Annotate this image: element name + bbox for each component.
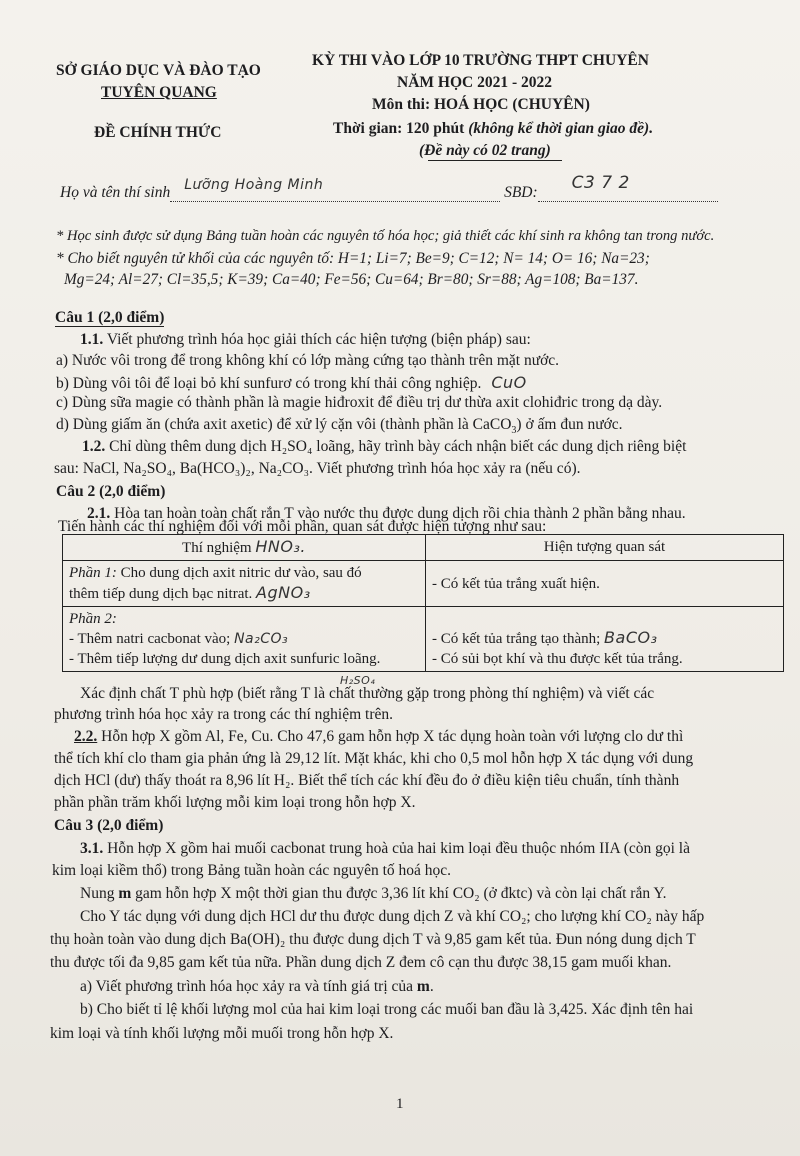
experiment-table — [62, 534, 784, 672]
col-observation-header: Hiện tượng quan sát — [426, 535, 784, 561]
pages-note: (Đề này có 02 trang) — [419, 142, 551, 159]
col-experiment-label: Thí nghiệm — [182, 540, 252, 556]
official-label: ĐỀ CHÍNH THỨC — [94, 124, 222, 141]
time-line — [333, 120, 653, 138]
q1-2-label: 1.2. — [82, 438, 106, 455]
note-atomic-mass-1: * Cho biết nguyên tử khối của các nguyên tố: H=1; Li=7; Be=9; C=12; N= 14; O= 16; Na=23; — [56, 250, 650, 267]
note-periodic-table: * Học sinh được sử dụng Bảng tuần hoàn các nguyên tố hóa học; giả thiết các khí sinh ra không tan trong nước. — [56, 228, 715, 244]
row-2-result-2: - Có sủi bọt khí và thu được kết tủa trắng. — [432, 651, 683, 667]
table-row — [63, 607, 784, 672]
row-1-line-1: Cho dung dịch axit nitric dư vào, sau đó — [116, 565, 362, 581]
question-3-title: Câu 3 (2,0 điểm) — [54, 817, 164, 834]
q1-1-label: 1.1. — [80, 331, 104, 348]
candidate-line — [60, 173, 718, 202]
row-2-line-1: - Thêm natri cacbonat vào; — [69, 631, 231, 647]
table-row — [63, 561, 784, 607]
q1-item-b — [56, 373, 527, 393]
note-atomic-mass-2: Mg=24; Al=27; Cl=35,5; K=39; Ca=40; Fe=56; Cu=64; Br=80; Sr=88; Ag=108; Ba=137. — [64, 271, 639, 288]
q2-part-1-line-2: Tiến hành các thí nghiệm đối với mỗi phần, quan sát được hiện tượng như sau: — [58, 518, 547, 535]
question-1-title: Câu 1 (2,0 điểm) — [55, 309, 165, 326]
q1-d-pre: d) Dùng giấm ăn (chứa axit axetic) để xử lý cặn vôi (thành phần là CaCO — [56, 416, 512, 433]
q2-2-label: 2.2. — [74, 728, 98, 745]
row-1-observation: - Có kết tủa trắng xuất hiện. — [426, 561, 784, 607]
q3-para-2 — [80, 885, 666, 903]
row-1-experiment — [63, 561, 426, 607]
q3-question-a — [80, 978, 434, 996]
row-2-handwritten: Na₂CO₃ — [234, 631, 289, 647]
col-experiment-header — [63, 535, 426, 561]
q1-b-handwritten: CuO — [491, 373, 527, 392]
row-2-experiment — [63, 607, 426, 672]
q1-d-post: ) ở ấm đun nước. — [516, 416, 623, 433]
q2-after-line-1: Xác định chất T phù hợp (biết rằng T là chất thường gặp trong phòng thí nghiệm) và viết các — [80, 685, 655, 702]
q2-part-2-line-2: thể tích khí clo tham gia phản ứng là 29,12 lít. Mặt khác, khi cho 0,5 mol hỗn hợp X tác dụng với dung — [54, 750, 694, 767]
q2-2-text: Hỗn hợp X gồm Al, Fe, Cu. Cho 47,6 gam hỗn hợp X tác dụng hoàn toàn với lượng clo dư thì — [97, 728, 684, 745]
q3-para-3-line-3: thu được tối đa 9,85 gam kết tủa nữa. Phần dung dịch Z đem cô cạn thu được 38,15 gam muối khan. — [50, 954, 672, 971]
row-2-line-2: - Thêm tiếp lượng dư dung dịch axit sunfuric loãng. — [69, 651, 381, 667]
q1-item-c: c) Dùng sữa magie có thành phần là magie hiđroxit để điều trị dư thừa axit clohiđric trong dạ dày. — [56, 394, 663, 411]
row-2-part-label: Phần 2: — [69, 611, 117, 627]
q3-part-1-line-2: kim loại kiềm thổ) trong Bảng tuần hoàn các nguyên tố hoá học. — [52, 862, 452, 879]
row-2-result-1: - Có kết tủa trắng tạo thành; — [432, 631, 601, 647]
q1-part-1-intro — [80, 331, 531, 349]
q1-d-sub: 3 — [511, 425, 517, 437]
school-year: NĂM HỌC 2021 - 2022 — [397, 74, 552, 91]
annotation-h2so4: H₂SO₄ — [340, 674, 376, 687]
name-label: Họ và tên thí sinh — [60, 184, 171, 201]
q3-para-2-pre: Nung — [80, 885, 119, 902]
q3-question-b-line-2: kim loại và tính khối lượng mỗi muối trong hỗn hợp X. — [50, 1025, 394, 1042]
header-divider — [428, 160, 562, 161]
q3-a-post: . — [429, 978, 434, 995]
q1-item-b-text: b) Dùng vôi tôi để loại bỏ khí sunfurơ có trong khí thải công nghiệp. — [56, 375, 482, 392]
col-experiment-handwritten: HNO₃. — [255, 537, 306, 556]
sbd-label: SBD: — [504, 184, 538, 201]
q3-para-3-line-1: Cho Y tác dụng với dung dịch HCl dư thu được dung dịch Z và khí CO₂; cho lượng khí CO₂ này hấp — [80, 908, 705, 925]
q3-para-2-post: gam hỗn hợp X một thời gian thu được 3,36 lít khí CO₂ (ở đktc) và còn lại chất rắn Y. — [131, 885, 667, 902]
q2-part-2-line-3: dịch HCl (dư) thấy thoát ra 8,96 lít H₂. Biết thể tích các khí đều đo ở điều kiện tiêu chuẩn, tính thành — [54, 772, 680, 789]
q1-part-2-line-1 — [82, 438, 686, 456]
q3-question-b-line-1: b) Cho biết tỉ lệ khối lượng mol của hai kim loại trong các muối ban đầu là 3,425. Xác định tên hai — [80, 1001, 694, 1018]
sbd-handwritten: C3 7 2 — [571, 173, 630, 193]
q1-part-2-line-2: sau: NaCl, Na₂SO₄, Ba(HCO₃)₂, Na₂CO₃. Viết phương trình hóa học xảy ra (nếu có). — [54, 460, 581, 477]
row-1-handwritten: AgNO₃ — [256, 583, 311, 602]
q3-para-3-line-2: thụ hoàn toàn vào dung dịch Ba(OH)₂ thu được dung dịch T và 9,85 gam kết tủa. Đun nóng dung dịch T — [50, 931, 696, 948]
q1-2-text: Chỉ dùng thêm dung dịch H₂SO₄ loãng, hãy trình bày cách nhận biết các dung dịch riêng biệt — [105, 438, 687, 455]
row-1-part-label: Phần 1: — [69, 565, 117, 581]
time-duration: Thời gian: 120 phút — [333, 120, 465, 137]
row-2-observation — [426, 607, 784, 672]
q3-para-2-m: m — [118, 885, 132, 902]
q3-1-text: Hỗn hợp X gồm hai muối cacbonat trung hoà của hai kim loại đều thuộc nhóm IIA (còn gọi là — [103, 840, 690, 857]
q2-1-text: Hòa tan hoàn toàn chất rắn T vào nước thu được dung dịch rồi chia thành 2 phần bằng nhau. — [110, 505, 686, 522]
q2-part-2-line-4: phần phần trăm khối lượng mỗi kim loại trong hỗn hợp X. — [54, 794, 416, 811]
province-name: TUYÊN QUANG — [101, 84, 217, 101]
table-header-row — [63, 535, 784, 561]
department-name: SỞ GIÁO DỤC VÀ ĐÀO TẠO — [56, 62, 261, 79]
exam-title: KỲ THI VÀO LỚP 10 TRƯỜNG THPT CHUYÊN — [312, 52, 649, 69]
q3-1-label: 3.1. — [80, 840, 104, 857]
question-2-title: Câu 2 (2,0 điểm) — [56, 483, 166, 500]
page-number: 1 — [396, 1096, 404, 1112]
subject-title: Môn thi: HOÁ HỌC (CHUYÊN) — [372, 96, 590, 113]
q3-part-1-line-1 — [80, 840, 690, 858]
time-note: (không kể thời gian giao đề). — [464, 120, 654, 137]
q1-1-text: Viết phương trình hóa học giải thích các hiện tượng (biện pháp) sau: — [103, 331, 531, 348]
row-2-result-handwritten: BaCO₃ — [604, 628, 658, 647]
q3-a-m: m — [416, 978, 430, 995]
candidate-name-handwritten: Lưỡng Hoàng Minh — [184, 177, 324, 193]
q2-1-label: 2.1. — [87, 505, 111, 522]
q1-item-a: a) Nước vôi trong để trong không khí có lớp màng cứng tạo thành trên mặt nước. — [56, 352, 560, 369]
row-1-line-2: thêm tiếp dung dịch bạc nitrat. — [69, 586, 253, 602]
q2-part-2-line-1 — [74, 728, 683, 746]
q2-after-line-2: phương trình hóa học xảy ra trong các thí nghiệm trên. — [54, 706, 393, 723]
q1-item-d — [56, 416, 623, 436]
q3-a-pre: a) Viết phương trình hóa học xảy ra và tính giá trị của — [80, 978, 417, 995]
